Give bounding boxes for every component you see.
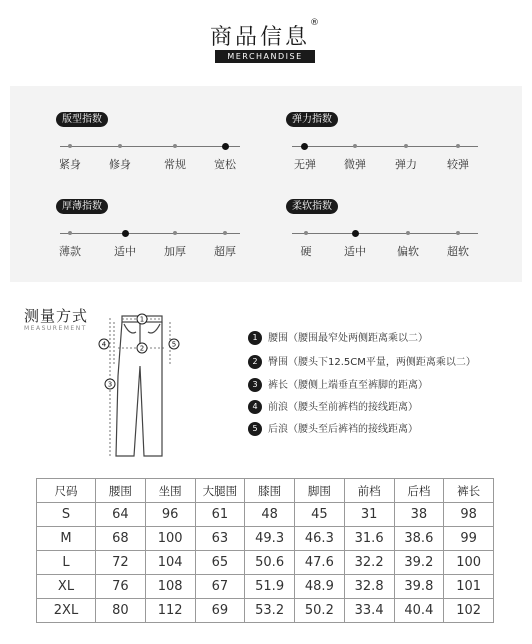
table-cell: 104 <box>145 551 195 575</box>
index-softness-option: 偏软 <box>397 245 419 258</box>
table-cell: 101 <box>444 575 494 599</box>
index-thickness-dot <box>223 231 227 235</box>
svg-text:5: 5 <box>171 340 177 349</box>
registered-mark: ® <box>310 18 322 28</box>
measurement-subtitle: MEASUREMENT <box>24 325 87 332</box>
index-fit-dot <box>68 144 72 148</box>
table-cell: 96 <box>145 503 195 527</box>
index-fit-option: 修身 <box>109 158 131 171</box>
index-thickness-dot <box>68 231 72 235</box>
legend-text: 裤长（腰侧上端垂直至裤脚的距离） <box>268 380 428 391</box>
index-fit-scale <box>60 146 240 147</box>
index-fit-dot <box>118 144 122 148</box>
page-title-text: 商品信息 <box>209 25 310 50</box>
index-softness-option: 适中 <box>344 245 366 258</box>
index-elasticity-label: 弹力指数 <box>286 112 338 127</box>
index-fit-dot-selected <box>222 143 229 150</box>
table-cell: 50.6 <box>245 551 295 575</box>
index-elasticity-option: 弹力 <box>395 158 417 171</box>
table-row <box>37 551 494 575</box>
table-cell: 40.4 <box>394 599 444 623</box>
table-cell: 63 <box>195 527 245 551</box>
table-cell: 2XL <box>37 599 96 623</box>
legend-item <box>248 422 418 438</box>
index-fit-dot <box>173 144 177 148</box>
table-cell: 38 <box>394 503 444 527</box>
table-cell: 68 <box>96 527 146 551</box>
indices-panel <box>10 86 522 282</box>
table-cell: 100 <box>444 551 494 575</box>
table-header-cell: 裤长 <box>444 479 494 503</box>
index-softness-option: 硬 <box>300 245 312 258</box>
legend-number: 2 <box>248 355 262 369</box>
index-fit-option: 紧身 <box>59 158 81 171</box>
legend-number: 5 <box>248 422 262 436</box>
legend-item <box>248 331 428 347</box>
index-fit-label: 版型指数 <box>56 112 108 127</box>
table-cell: 51.9 <box>245 575 295 599</box>
table-cell: S <box>37 503 96 527</box>
index-thickness-option: 薄款 <box>59 245 81 258</box>
index-softness-dot <box>456 231 460 235</box>
table-cell: 112 <box>145 599 195 623</box>
legend-number: 4 <box>248 400 262 414</box>
index-thickness-dot-selected <box>122 230 129 237</box>
table-cell: XL <box>37 575 96 599</box>
pants-diagram <box>90 306 190 466</box>
index-fit-option: 常规 <box>164 158 186 171</box>
index-thickness-option: 超厚 <box>214 245 236 258</box>
table-cell: 72 <box>96 551 146 575</box>
svg-text:4: 4 <box>101 340 107 349</box>
index-elasticity-dot-selected <box>301 143 308 150</box>
page-title <box>0 20 532 51</box>
table-row <box>37 575 494 599</box>
table-cell: 99 <box>444 527 494 551</box>
index-elasticity-option: 微弹 <box>344 158 366 171</box>
index-softness-option: 超软 <box>447 245 469 258</box>
table-cell: 33.4 <box>344 599 394 623</box>
index-elasticity-scale <box>292 146 478 147</box>
index-elasticity-dot <box>353 144 357 148</box>
table-cell: 31.6 <box>344 527 394 551</box>
table-cell: 38.6 <box>394 527 444 551</box>
table-cell: 39.2 <box>394 551 444 575</box>
table-header-row <box>37 479 494 503</box>
table-header-cell: 腰围 <box>96 479 146 503</box>
index-softness-dot <box>304 231 308 235</box>
table-cell: L <box>37 551 96 575</box>
svg-text:3: 3 <box>107 380 113 389</box>
table-cell: 32.8 <box>344 575 394 599</box>
svg-text:1: 1 <box>139 315 145 324</box>
size-table <box>36 478 494 623</box>
index-softness-scale <box>292 233 478 234</box>
index-fit-option: 宽松 <box>214 158 236 171</box>
table-row <box>37 599 494 623</box>
index-softness-label: 柔软指数 <box>286 199 338 214</box>
table-cell: 32.2 <box>344 551 394 575</box>
table-cell: 64 <box>96 503 146 527</box>
table-cell: 102 <box>444 599 494 623</box>
table-cell: 80 <box>96 599 146 623</box>
table-cell: 98 <box>444 503 494 527</box>
table-cell: 65 <box>195 551 245 575</box>
svg-text:2: 2 <box>139 344 145 353</box>
table-row <box>37 527 494 551</box>
table-header-cell: 膝围 <box>245 479 295 503</box>
table-cell: 67 <box>195 575 245 599</box>
table-cell: M <box>37 527 96 551</box>
table-header-cell: 尺码 <box>37 479 96 503</box>
index-elasticity-option: 无弹 <box>294 158 316 171</box>
table-header-cell: 后档 <box>394 479 444 503</box>
table-cell: 45 <box>295 503 345 527</box>
table-cell: 69 <box>195 599 245 623</box>
table-cell: 100 <box>145 527 195 551</box>
table-cell: 50.2 <box>295 599 345 623</box>
index-elasticity-option: 较弹 <box>447 158 469 171</box>
index-thickness-scale <box>60 233 240 234</box>
legend-text: 前浪（腰头至前裤档的接线距离） <box>268 402 418 413</box>
index-thickness-option: 适中 <box>114 245 136 258</box>
legend-item <box>248 378 428 394</box>
table-header-cell: 前档 <box>344 479 394 503</box>
index-elasticity-dot <box>456 144 460 148</box>
table-row <box>37 503 494 527</box>
legend-text: 腰围（腰围最窄处两侧距离乘以二） <box>268 333 428 344</box>
index-softness-dot-selected <box>352 230 359 237</box>
table-cell: 76 <box>96 575 146 599</box>
table-cell: 46.3 <box>295 527 345 551</box>
index-thickness-option: 加厚 <box>164 245 186 258</box>
page-subtitle: MERCHANDISE <box>215 50 315 63</box>
table-cell: 61 <box>195 503 245 527</box>
legend-number: 3 <box>248 378 262 392</box>
table-cell: 48.9 <box>295 575 345 599</box>
table-header-cell: 脚围 <box>295 479 345 503</box>
legend-item <box>248 400 418 416</box>
table-cell: 39.8 <box>394 575 444 599</box>
legend-text: 后浪（腰头至后裤裆的接线距离） <box>268 424 418 435</box>
table-header-cell: 大腿围 <box>195 479 245 503</box>
measurement-title: 测量方式 <box>24 307 89 325</box>
table-header-cell: 坐围 <box>145 479 195 503</box>
table-cell: 48 <box>245 503 295 527</box>
table-cell: 53.2 <box>245 599 295 623</box>
index-thickness-dot <box>173 231 177 235</box>
legend-item <box>248 355 476 371</box>
index-elasticity-dot <box>404 144 408 148</box>
table-cell: 49.3 <box>245 527 295 551</box>
table-cell: 47.6 <box>295 551 345 575</box>
legend-number: 1 <box>248 331 262 345</box>
table-cell: 108 <box>145 575 195 599</box>
index-softness-dot <box>406 231 410 235</box>
legend-text: 臀围（腰头下12.5CM平量，两侧距离乘以二） <box>268 357 476 368</box>
index-thickness-label: 厚薄指数 <box>56 199 108 214</box>
table-cell: 31 <box>344 503 394 527</box>
